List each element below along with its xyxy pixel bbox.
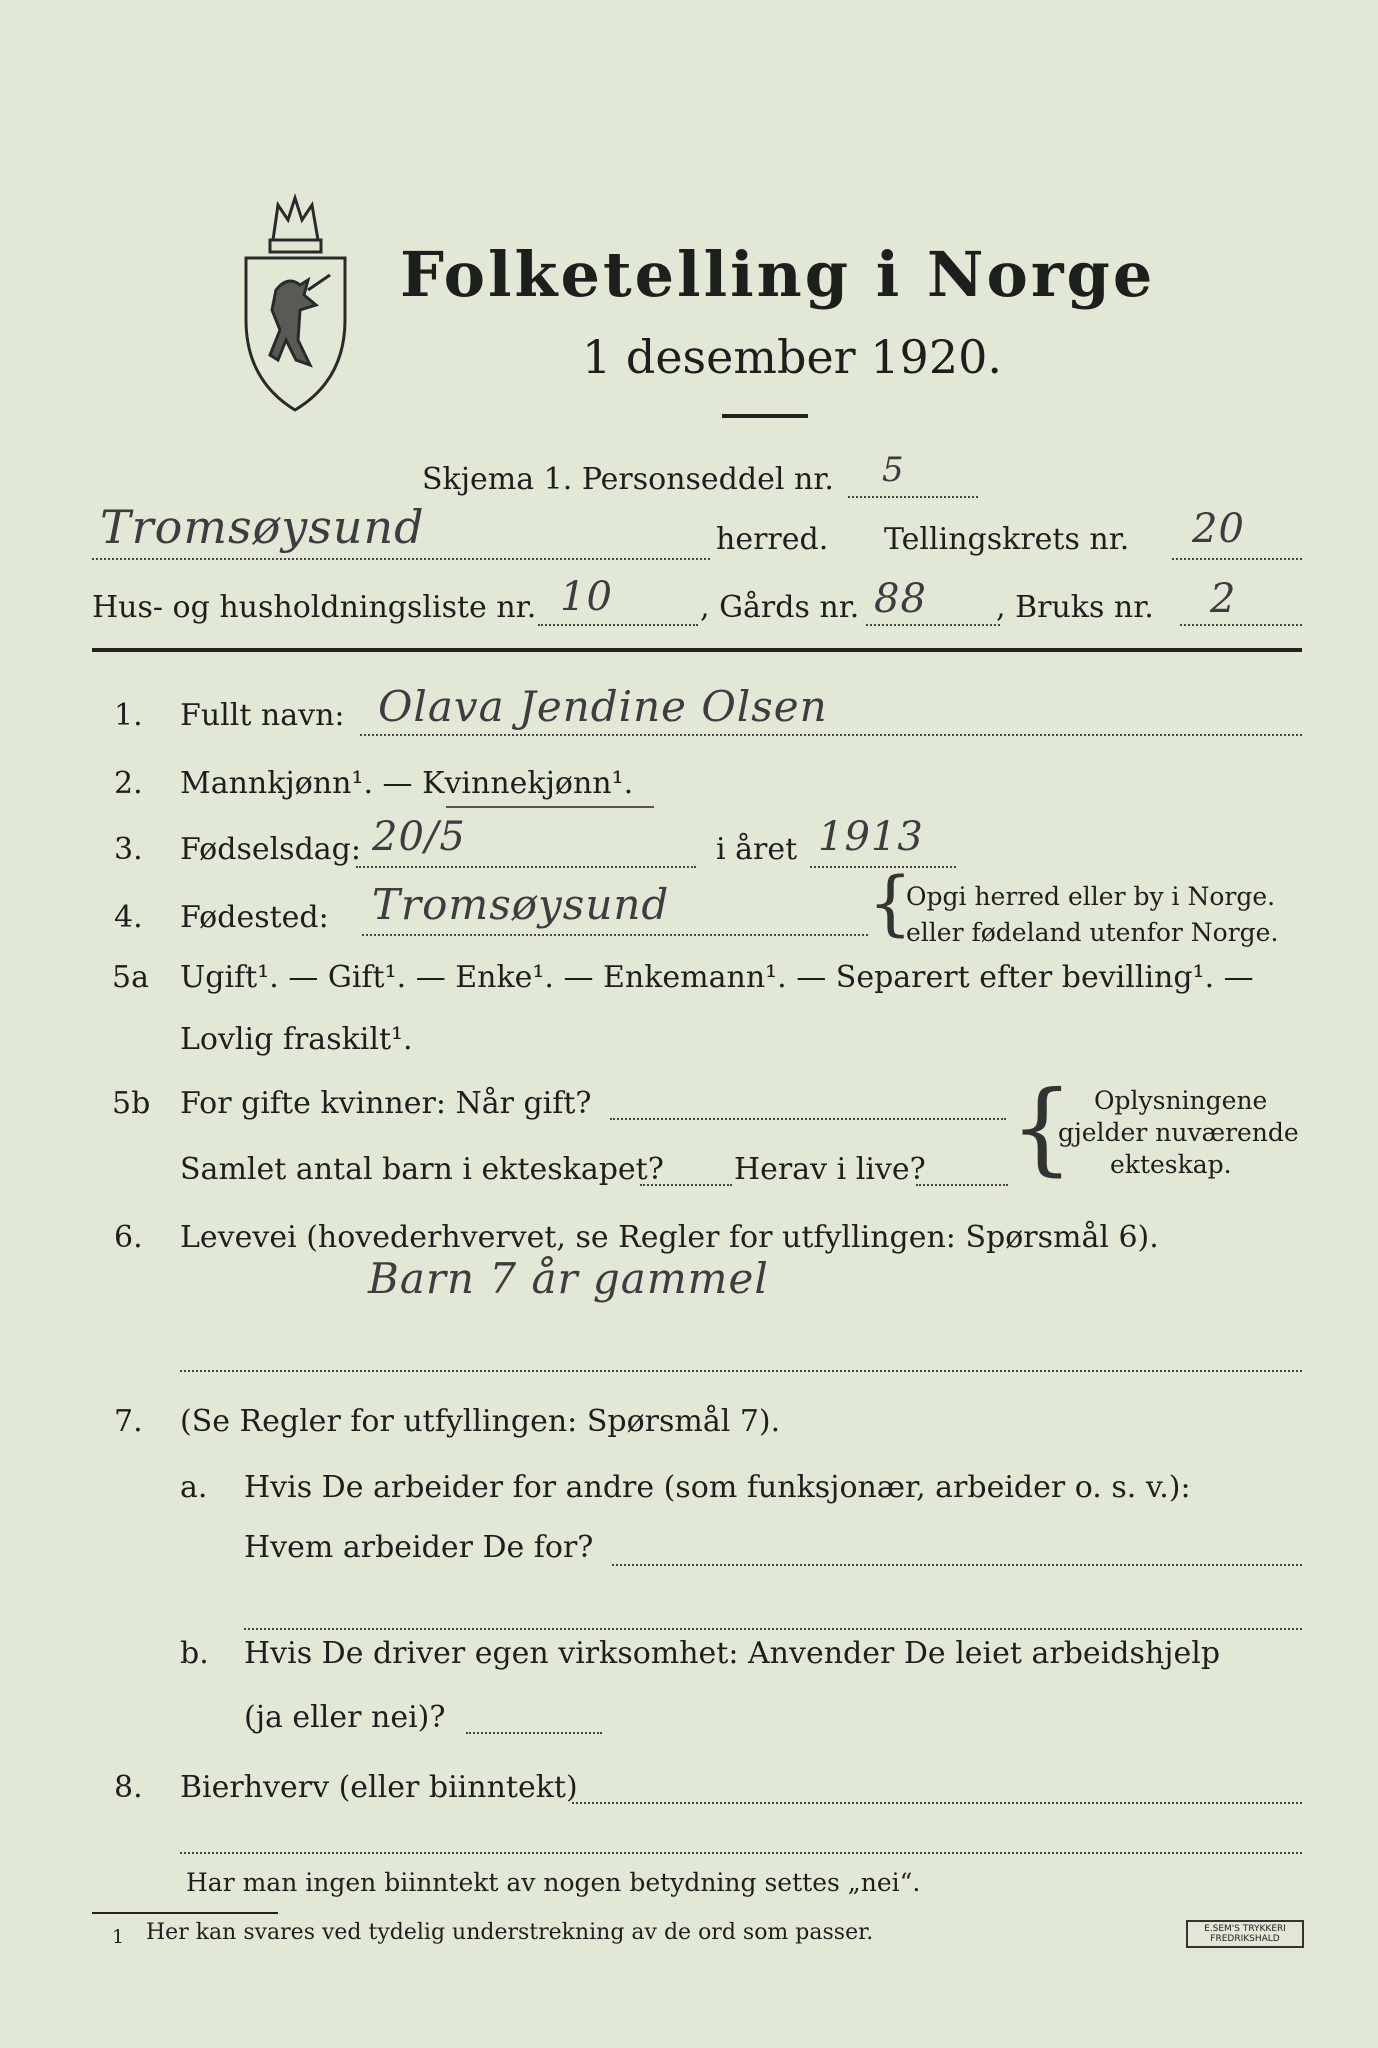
q3-number: 3.: [114, 832, 143, 867]
q4-label: Fødested:: [180, 900, 329, 935]
q2-number: 2.: [114, 766, 143, 801]
hus-line: [538, 624, 698, 626]
q3-year-value: 1913: [818, 814, 924, 860]
q4-value: Tromsøysund: [372, 880, 670, 929]
q1-number: 1.: [114, 698, 143, 733]
q3-year-label: i året: [716, 832, 798, 867]
hus-label: Hus- og husholdningsliste nr.: [92, 590, 537, 625]
q5a-line-1: Ugift¹. — Gift¹. — Enke¹. — Enkemann¹. — Separert efter bevilling¹. —: [180, 960, 1254, 995]
q4-note-2: eller fødeland utenfor Norge.: [906, 918, 1279, 947]
q7-label: (Se Regler for utfyllingen: Spørsmål 7).: [180, 1404, 781, 1439]
q6-label: Levevei (hovederhvervet, se Regler for utfyllingen: Spørsmål 6).: [180, 1220, 1159, 1255]
q4-note-1: Opgi herred eller by i Norge.: [906, 882, 1276, 911]
gards-label: , Gårds nr.: [700, 590, 860, 625]
schema-value: 5: [882, 450, 905, 490]
q8-line-extra: [180, 1852, 1302, 1854]
tellingskrets-value: 20: [1192, 506, 1245, 552]
q5b-live-line: [916, 1184, 1008, 1186]
title-divider: [722, 414, 808, 418]
q7b-line-1: Hvis De driver egen virksomhet: Anvender De leiet arbeidshjelp: [244, 1636, 1221, 1671]
q7-number: 7.: [114, 1404, 143, 1439]
q3-label: Fødselsdag:: [180, 832, 361, 867]
q5b-line-2a: Samlet antal barn i ekteskapet?: [180, 1152, 664, 1187]
q3-value: 20/5: [372, 814, 466, 860]
schema-label: Skjema 1. Personseddel nr.: [422, 462, 834, 497]
q5b-line-1: For gifte kvinner: Når gift?: [180, 1086, 592, 1121]
norway-coat-of-arms-icon: [238, 180, 353, 420]
herred-line: [92, 558, 710, 560]
q7b-line: [466, 1732, 602, 1734]
q5b-line-2b: Herav i live?: [734, 1152, 926, 1187]
printer-stamp-line-1: E.SEM'S TRYKKERI: [1204, 1924, 1286, 1934]
q3-line: [356, 866, 696, 868]
q5a-line-2: Lovlig fraskilt¹.: [180, 1022, 413, 1057]
q2-underline: [446, 806, 654, 808]
q5b-number: 5b: [112, 1086, 151, 1121]
q7a-line-extra: [244, 1628, 1302, 1630]
q5b-gift-line: [610, 1118, 1006, 1120]
q4-line: [362, 934, 868, 936]
q7a-line-2: Hvem arbeider De for?: [244, 1530, 594, 1565]
q4-number: 4.: [114, 900, 143, 935]
q2-text: Mannkjønn¹. — Kvinnekjønn¹.: [180, 766, 634, 801]
q8-line: [572, 1802, 1302, 1804]
tellingskrets-line: [1172, 558, 1302, 560]
bruks-line: [1180, 624, 1302, 626]
hus-value: 10: [560, 574, 613, 620]
herred-label: herred.: [716, 522, 829, 557]
q5b-brace: {: [1010, 1069, 1074, 1186]
q1-line: [360, 734, 1302, 736]
printer-stamp: [1186, 1920, 1304, 1948]
form-date: 1 desember 1920.: [582, 330, 1002, 384]
q6-value: Barn 7 år gammel: [368, 1254, 769, 1303]
printer-stamp-line-2: FREDRIKSHALD: [1210, 1934, 1280, 1944]
q6-number: 6.: [114, 1220, 143, 1255]
q4-brace: {: [868, 862, 913, 944]
bruks-label: , Bruks nr.: [996, 590, 1154, 625]
footnote-mark: 1: [112, 1926, 125, 1948]
footnote-text: Her kan svares ved tydelig understrekning av de ord som passer.: [146, 1920, 874, 1945]
q7a-line: [612, 1564, 1302, 1566]
q8-number: 8.: [114, 1770, 143, 1805]
q7a-line-1: Hvis De arbeider for andre (som funksjonær, arbeider o. s. v.):: [244, 1470, 1191, 1505]
q5b-barn-line: [640, 1184, 732, 1186]
bruks-value: 2: [1210, 576, 1237, 622]
q1-value: Olava Jendine Olsen: [378, 682, 828, 731]
q1-label: Fullt navn:: [180, 698, 345, 733]
footnote-rule: [92, 1912, 278, 1914]
q5b-note-3: ekteskap.: [1110, 1150, 1232, 1179]
q5a-number: 5a: [112, 960, 149, 995]
q5b-note-2: gjelder nuværende: [1058, 1118, 1299, 1147]
q7b-letter: b.: [180, 1636, 209, 1671]
schema-line: [848, 496, 978, 498]
form-title: Folketelling i Norge: [400, 238, 1156, 311]
tellingskrets-label: Tellingskrets nr.: [884, 522, 1130, 557]
gards-value: 88: [874, 576, 927, 622]
herred-value: Tromsøysund: [100, 500, 425, 554]
q6-line: [180, 1370, 1302, 1372]
q8-label: Bierhverv (eller biinntekt): [180, 1770, 578, 1805]
q8-note: Har man ingen biinntekt av nogen betydning settes „nei“.: [186, 1868, 921, 1897]
header-rule: [92, 648, 1302, 652]
q5b-note-1: Oplysningene: [1094, 1086, 1268, 1115]
gards-line: [866, 624, 1000, 626]
q7b-line-2: (ja eller nei)?: [244, 1700, 446, 1735]
q7a-letter: a.: [180, 1470, 208, 1505]
